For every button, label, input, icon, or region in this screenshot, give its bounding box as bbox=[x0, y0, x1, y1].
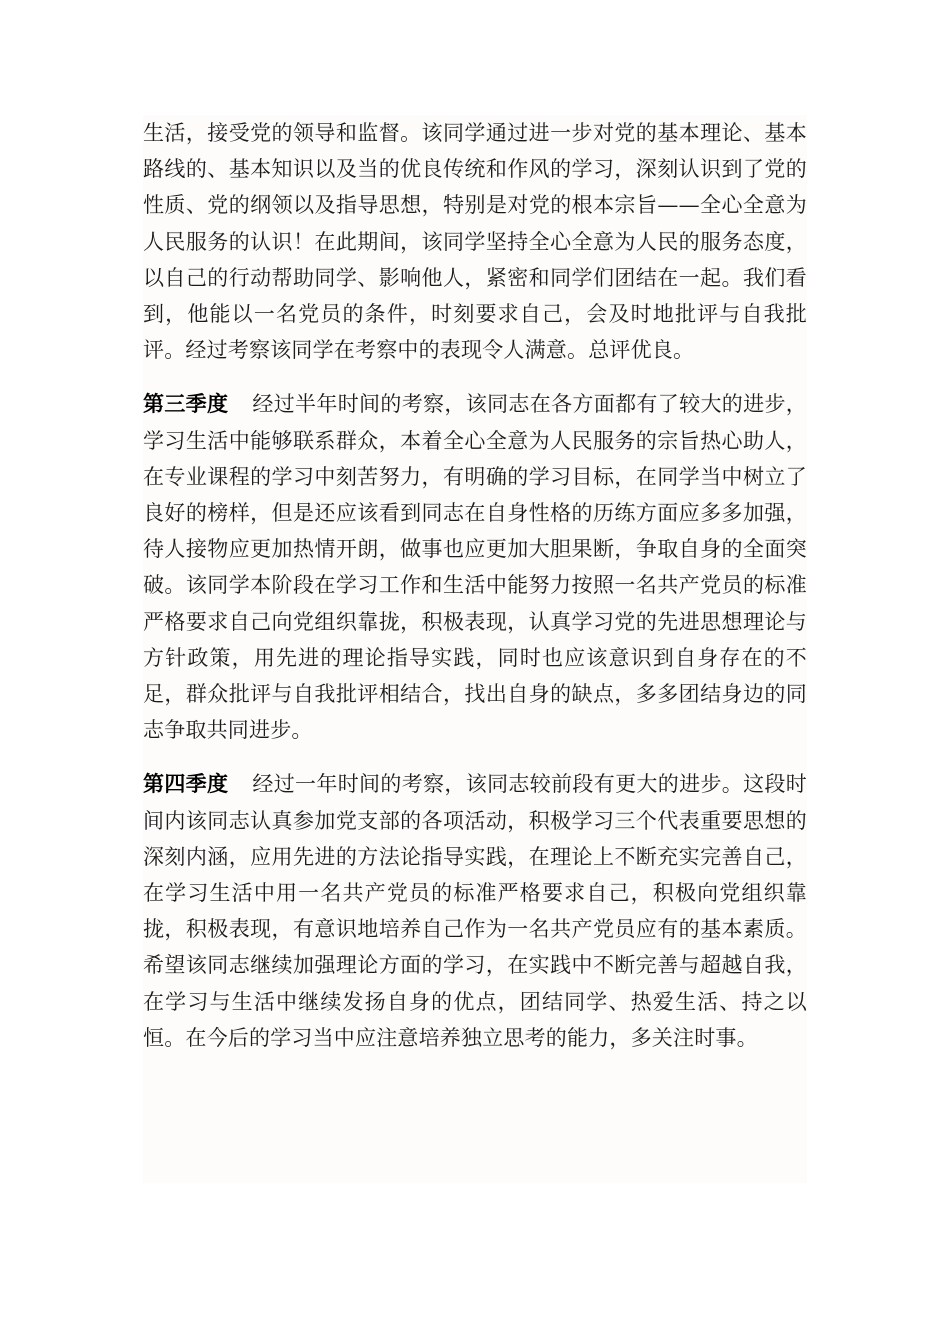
paragraph-third-quarter bbox=[143, 386, 807, 748]
paragraph-text: 生活，接受党的领导和监督。该同学通过进一步对党的基本理论、基本路线的、基本知识以及当的优良传统和作风的学习，深刻认识到了党的性质、党的纲领以及指导思想，特别是对党的根本宗旨——全心全意为人民服务的认识！在此期间，该同学坚持全心全意为人民的服务态度，以自己的行动帮助同学、影响他人，紧密和同学们团结在一起。我们看到，他能以一名党员的条件，时刻要求自己，会及时地批评与自我批评。经过考察该同学在考察中的表现令人满意。总评优良。 bbox=[143, 121, 807, 363]
paragraph-text: 经过半年时间的考察，该同志在各方面都有了较大的进步，学习生活中能够联系群众，本着全心全意为人民服务的宗旨热心助人，在专业课程的学习中刻苦努力，有明确的学习目标，在同学当中树立了良好的榜样，但是还应该看到同志在自身性格的历练方面应多多加强，待人接物应更加热情开朗，做事也应更加大胆果断，争取自身的全面突破。该同学本阶段在学习工作和生活中能努力按照一名共产党员的标准严格要求自己向党组织靠拢，积极表现，认真学习党的先进思想理论与方针政策，用先进的理论指导实践，同时也应该意识到自身存在的不足，群众批评与自我批评相结合，找出自身的缺点，多多团结身边的同志争取共同进步。 bbox=[143, 392, 807, 743]
document-body bbox=[143, 115, 807, 1183]
section-heading-third-quarter: 第三季度 bbox=[143, 392, 229, 417]
section-heading-fourth-quarter: 第四季度 bbox=[143, 772, 229, 797]
paragraph-fourth-quarter bbox=[143, 766, 807, 1056]
paragraph-continuation bbox=[143, 115, 807, 368]
paragraph-text: 经过一年时间的考察，该同志较前段有更大的进步。这段时间内该同志认真参加党支部的各项活动，积极学习三个代表重要思想的深刻内涵，应用先进的方法论指导实践，在理论上不断充实完善自己，在学习生活中用一名共产党员的标准严格要求自己，积极向党组织靠拢，积极表现，有意识地培养自己作为一名共产党员应有的基本素质。希望该同志继续加强理论方面的学习，在实践中不断完善与超越自我，在学习与生活中继续发扬自身的优点，团结同学、热爱生活、持之以恒。在今后的学习当中应注意培养独立思考的能力，多关注时事。 bbox=[143, 772, 807, 1050]
